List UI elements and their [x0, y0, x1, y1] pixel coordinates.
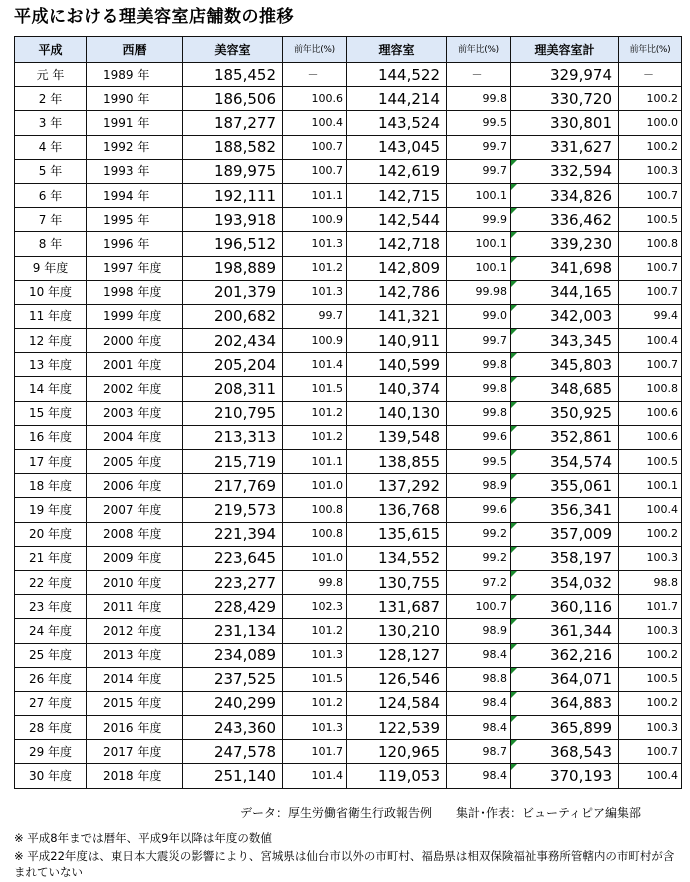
cell-barber-ratio: 99.8 [447, 377, 511, 401]
cell-beauty-ratio: 101.5 [283, 377, 347, 401]
cell-barber-shop: 143,524 [347, 111, 447, 135]
table-row [15, 256, 682, 280]
cell-beauty-salon: 188,582 [183, 135, 283, 159]
cell-heisei: 10 年度 [15, 280, 87, 304]
cell-total: 357,009 [511, 522, 619, 546]
cell-barber-ratio: 98.9 [447, 619, 511, 643]
cell-beauty-salon: 240,299 [183, 691, 283, 715]
cell-seireki: 1990 年 [87, 87, 183, 111]
cell-beauty-ratio: 101.2 [283, 619, 347, 643]
cell-seireki: 2004 年度 [87, 425, 183, 449]
cell-beauty-salon: 187,277 [183, 111, 283, 135]
cell-beauty-ratio: 101.1 [283, 183, 347, 207]
cell-barber-ratio: 99.7 [447, 135, 511, 159]
cell-beauty-ratio: 101.4 [283, 764, 347, 788]
cell-beauty-salon: 193,918 [183, 208, 283, 232]
cell-beauty-salon: 208,311 [183, 377, 283, 401]
table-row [15, 740, 682, 764]
cell-heisei: 16 年度 [15, 425, 87, 449]
cell-seireki: 1992 年 [87, 135, 183, 159]
table-row [15, 570, 682, 594]
cell-barber-shop: 143,045 [347, 135, 447, 159]
cell-beauty-ratio: 101.0 [283, 546, 347, 570]
cell-total-ratio: 100.5 [619, 450, 682, 474]
cell-beauty-salon: 217,769 [183, 474, 283, 498]
cell-total-ratio: 100.7 [619, 353, 682, 377]
cell-seireki: 1999 年度 [87, 304, 183, 328]
cell-beauty-salon: 243,360 [183, 716, 283, 740]
cell-seireki: 2017 年度 [87, 740, 183, 764]
cell-seireki: 2002 年度 [87, 377, 183, 401]
cell-seireki: 2012 年度 [87, 619, 183, 643]
cell-seireki: 2016 年度 [87, 716, 183, 740]
cell-barber-shop: 144,522 [347, 63, 447, 87]
cell-total: 368,543 [511, 740, 619, 764]
cell-total-ratio: 100.7 [619, 280, 682, 304]
cell-beauty-ratio: 100.4 [283, 111, 347, 135]
cell-heisei: 11 年度 [15, 304, 87, 328]
table-row [15, 498, 682, 522]
cell-beauty-ratio: 101.5 [283, 667, 347, 691]
cell-barber-shop: 128,127 [347, 643, 447, 667]
cell-beauty-salon: 223,277 [183, 570, 283, 594]
cell-beauty-ratio: 99.7 [283, 304, 347, 328]
cell-heisei: 20 年度 [15, 522, 87, 546]
cell-seireki: 2005 年度 [87, 450, 183, 474]
cell-beauty-salon: 201,379 [183, 280, 283, 304]
cell-seireki: 1995 年 [87, 208, 183, 232]
table-row [15, 425, 682, 449]
table-row [15, 135, 682, 159]
cell-total-ratio: 100.4 [619, 329, 682, 353]
cell-barber-shop: 142,718 [347, 232, 447, 256]
cell-barber-ratio: 98.9 [447, 474, 511, 498]
cell-beauty-ratio: 100.8 [283, 522, 347, 546]
cell-barber-ratio: 99.8 [447, 87, 511, 111]
cell-beauty-ratio: 101.3 [283, 232, 347, 256]
footnote-2: ※ 平成22年度は、東日本大震災の影響により、宮城県は仙台市以外の市町村、福島県は相双保険福祉事務所管轄内の市町村が含まれていない [14, 849, 675, 879]
table-row [15, 450, 682, 474]
table-row [15, 595, 682, 619]
col-header-beauty-ratio: 前年比(%) [283, 37, 347, 63]
table-row [15, 401, 682, 425]
cell-beauty-ratio: 101.2 [283, 425, 347, 449]
cell-seireki: 2013 年度 [87, 643, 183, 667]
cell-barber-shop: 138,855 [347, 450, 447, 474]
cell-heisei: 17 年度 [15, 450, 87, 474]
cell-barber-shop: 122,539 [347, 716, 447, 740]
cell-barber-ratio: 99.2 [447, 546, 511, 570]
cell-total: 341,698 [511, 256, 619, 280]
cell-barber-ratio: 99.7 [447, 159, 511, 183]
cell-barber-ratio: 98.4 [447, 716, 511, 740]
cell-beauty-salon: 251,140 [183, 764, 283, 788]
table-row [15, 304, 682, 328]
cell-barber-shop: 131,687 [347, 595, 447, 619]
table-row [15, 377, 682, 401]
cell-beauty-salon: 223,645 [183, 546, 283, 570]
cell-barber-shop: 126,546 [347, 667, 447, 691]
cell-total-ratio: 100.2 [619, 691, 682, 715]
cell-total-ratio: － [619, 63, 682, 87]
cell-total: 364,071 [511, 667, 619, 691]
cell-barber-shop: 130,210 [347, 619, 447, 643]
cell-heisei: 19 年度 [15, 498, 87, 522]
cell-heisei: 22 年度 [15, 570, 87, 594]
cell-barber-shop: 140,374 [347, 377, 447, 401]
cell-barber-ratio: 99.6 [447, 425, 511, 449]
cell-beauty-ratio: 101.3 [283, 716, 347, 740]
cell-barber-ratio: 99.7 [447, 329, 511, 353]
cell-heisei: 2 年 [15, 87, 87, 111]
cell-barber-ratio: 100.1 [447, 256, 511, 280]
cell-total: 342,003 [511, 304, 619, 328]
cell-beauty-ratio: 101.4 [283, 353, 347, 377]
cell-total-ratio: 100.3 [619, 546, 682, 570]
cell-seireki: 2009 年度 [87, 546, 183, 570]
col-header-barber-ratio: 前年比(%) [447, 37, 511, 63]
cell-total: 329,974 [511, 63, 619, 87]
cell-seireki: 2010 年度 [87, 570, 183, 594]
col-header-beauty-salon: 美容室 [183, 37, 283, 63]
cell-heisei: 21 年度 [15, 546, 87, 570]
cell-total-ratio: 100.5 [619, 208, 682, 232]
cell-beauty-ratio: 100.7 [283, 135, 347, 159]
cell-barber-ratio: 98.4 [447, 764, 511, 788]
cell-total: 354,574 [511, 450, 619, 474]
table-row [15, 183, 682, 207]
cell-total-ratio: 100.4 [619, 764, 682, 788]
cell-barber-ratio: 99.8 [447, 401, 511, 425]
cell-beauty-salon: 231,134 [183, 619, 283, 643]
cell-barber-ratio: 99.8 [447, 353, 511, 377]
store-count-table [14, 36, 682, 789]
cell-total: 339,230 [511, 232, 619, 256]
cell-barber-shop: 142,619 [347, 159, 447, 183]
table-row [15, 667, 682, 691]
cell-seireki: 1991 年 [87, 111, 183, 135]
cell-barber-ratio: 99.0 [447, 304, 511, 328]
cell-total-ratio: 100.1 [619, 474, 682, 498]
cell-barber-shop: 124,584 [347, 691, 447, 715]
table-row [15, 474, 682, 498]
table-row [15, 208, 682, 232]
cell-barber-shop: 139,548 [347, 425, 447, 449]
cell-seireki: 2018 年度 [87, 764, 183, 788]
table-header-row [15, 37, 682, 63]
cell-heisei: 13 年度 [15, 353, 87, 377]
cell-seireki: 1996 年 [87, 232, 183, 256]
cell-beauty-ratio: 100.8 [283, 498, 347, 522]
cell-barber-shop: 137,292 [347, 474, 447, 498]
cell-total-ratio: 100.7 [619, 183, 682, 207]
cell-barber-shop: 144,214 [347, 87, 447, 111]
col-header-total: 理美容室計 [511, 37, 619, 63]
cell-seireki: 2007 年度 [87, 498, 183, 522]
cell-barber-ratio: 98.7 [447, 740, 511, 764]
cell-heisei: 28 年度 [15, 716, 87, 740]
cell-beauty-ratio: 102.3 [283, 595, 347, 619]
cell-total: 370,193 [511, 764, 619, 788]
cell-barber-ratio: 100.1 [447, 232, 511, 256]
cell-beauty-salon: 185,452 [183, 63, 283, 87]
cell-seireki: 1993 年 [87, 159, 183, 183]
cell-beauty-salon: 196,512 [183, 232, 283, 256]
table-row [15, 280, 682, 304]
table-row [15, 111, 682, 135]
cell-barber-shop: 130,755 [347, 570, 447, 594]
cell-total-ratio: 100.7 [619, 740, 682, 764]
cell-seireki: 2014 年度 [87, 667, 183, 691]
cell-total: 331,627 [511, 135, 619, 159]
cell-beauty-salon: 237,525 [183, 667, 283, 691]
cell-total-ratio: 100.5 [619, 667, 682, 691]
data-source: データ：厚生労働省衛生行政報告例 集計･作表：ビューティピア編集部 [240, 806, 642, 820]
cell-total-ratio: 101.7 [619, 595, 682, 619]
cell-barber-shop: 135,615 [347, 522, 447, 546]
cell-total: 344,165 [511, 280, 619, 304]
cell-beauty-salon: 228,429 [183, 595, 283, 619]
cell-total-ratio: 98.8 [619, 570, 682, 594]
cell-total: 350,925 [511, 401, 619, 425]
cell-beauty-salon: 234,089 [183, 643, 283, 667]
cell-barber-shop: 142,786 [347, 280, 447, 304]
cell-heisei: 8 年 [15, 232, 87, 256]
cell-beauty-ratio: 101.1 [283, 450, 347, 474]
cell-total: 361,344 [511, 619, 619, 643]
cell-barber-shop: 142,809 [347, 256, 447, 280]
cell-barber-shop: 120,965 [347, 740, 447, 764]
cell-total: 358,197 [511, 546, 619, 570]
cell-heisei: 26 年度 [15, 667, 87, 691]
cell-beauty-salon: 198,889 [183, 256, 283, 280]
cell-heisei: 30 年度 [15, 764, 87, 788]
cell-heisei: 14 年度 [15, 377, 87, 401]
cell-total: 356,341 [511, 498, 619, 522]
table-row [15, 63, 682, 87]
cell-beauty-ratio: 100.7 [283, 159, 347, 183]
table-row [15, 232, 682, 256]
cell-barber-ratio: 100.7 [447, 595, 511, 619]
cell-barber-ratio: － [447, 63, 511, 87]
cell-beauty-salon: 221,394 [183, 522, 283, 546]
cell-heisei: 3 年 [15, 111, 87, 135]
cell-total: 362,216 [511, 643, 619, 667]
cell-total-ratio: 100.7 [619, 256, 682, 280]
cell-total: 336,462 [511, 208, 619, 232]
cell-barber-shop: 141,321 [347, 304, 447, 328]
cell-barber-shop: 140,599 [347, 353, 447, 377]
col-header-seireki: 西暦 [87, 37, 183, 63]
cell-barber-ratio: 98.4 [447, 691, 511, 715]
cell-seireki: 2000 年度 [87, 329, 183, 353]
cell-barber-ratio: 100.1 [447, 183, 511, 207]
cell-beauty-salon: 247,578 [183, 740, 283, 764]
cell-beauty-ratio: 100.9 [283, 329, 347, 353]
cell-heisei: 元 年 [15, 63, 87, 87]
table-row [15, 522, 682, 546]
table-row [15, 87, 682, 111]
cell-beauty-ratio: 101.0 [283, 474, 347, 498]
cell-seireki: 1989 年 [87, 63, 183, 87]
cell-beauty-salon: 200,682 [183, 304, 283, 328]
cell-heisei: 18 年度 [15, 474, 87, 498]
cell-seireki: 1994 年 [87, 183, 183, 207]
cell-total-ratio: 100.0 [619, 111, 682, 135]
cell-total-ratio: 100.4 [619, 498, 682, 522]
cell-total: 330,720 [511, 87, 619, 111]
cell-heisei: 5 年 [15, 159, 87, 183]
cell-total: 332,594 [511, 159, 619, 183]
cell-total: 365,899 [511, 716, 619, 740]
cell-barber-shop: 134,552 [347, 546, 447, 570]
cell-barber-ratio: 97.2 [447, 570, 511, 594]
cell-seireki: 2015 年度 [87, 691, 183, 715]
table-row [15, 546, 682, 570]
cell-beauty-salon: 210,795 [183, 401, 283, 425]
cell-seireki: 1997 年度 [87, 256, 183, 280]
cell-total-ratio: 100.2 [619, 522, 682, 546]
cell-heisei: 27 年度 [15, 691, 87, 715]
cell-beauty-salon: 215,719 [183, 450, 283, 474]
cell-barber-shop: 142,544 [347, 208, 447, 232]
cell-total-ratio: 100.3 [619, 716, 682, 740]
cell-total-ratio: 100.2 [619, 135, 682, 159]
cell-total: 364,883 [511, 691, 619, 715]
cell-beauty-salon: 213,313 [183, 425, 283, 449]
cell-total-ratio: 100.3 [619, 159, 682, 183]
cell-heisei: 9 年度 [15, 256, 87, 280]
cell-beauty-salon: 205,204 [183, 353, 283, 377]
cell-beauty-ratio: 101.2 [283, 401, 347, 425]
cell-beauty-ratio: 100.6 [283, 87, 347, 111]
table-row [15, 764, 682, 788]
cell-barber-ratio: 99.2 [447, 522, 511, 546]
cell-total: 345,803 [511, 353, 619, 377]
cell-barber-ratio: 99.6 [447, 498, 511, 522]
cell-total: 352,861 [511, 425, 619, 449]
cell-heisei: 4 年 [15, 135, 87, 159]
cell-total: 330,801 [511, 111, 619, 135]
cell-total: 354,032 [511, 570, 619, 594]
cell-total-ratio: 99.4 [619, 304, 682, 328]
table-row [15, 329, 682, 353]
cell-barber-shop: 140,130 [347, 401, 447, 425]
cell-barber-ratio: 98.8 [447, 667, 511, 691]
cell-heisei: 7 年 [15, 208, 87, 232]
cell-total-ratio: 100.8 [619, 377, 682, 401]
cell-total: 334,826 [511, 183, 619, 207]
cell-total-ratio: 100.8 [619, 232, 682, 256]
cell-heisei: 12 年度 [15, 329, 87, 353]
cell-seireki: 1998 年度 [87, 280, 183, 304]
cell-barber-ratio: 99.5 [447, 111, 511, 135]
cell-total-ratio: 100.2 [619, 87, 682, 111]
cell-total-ratio: 100.3 [619, 619, 682, 643]
cell-seireki: 2008 年度 [87, 522, 183, 546]
cell-beauty-ratio: － [283, 63, 347, 87]
cell-barber-ratio: 99.98 [447, 280, 511, 304]
cell-beauty-ratio: 101.3 [283, 643, 347, 667]
cell-seireki: 2003 年度 [87, 401, 183, 425]
cell-beauty-salon: 202,434 [183, 329, 283, 353]
cell-heisei: 29 年度 [15, 740, 87, 764]
cell-total: 360,116 [511, 595, 619, 619]
table-row [15, 643, 682, 667]
cell-beauty-ratio: 101.2 [283, 691, 347, 715]
col-header-barber-shop: 理容室 [347, 37, 447, 63]
table-row [15, 619, 682, 643]
cell-total: 348,685 [511, 377, 619, 401]
cell-beauty-ratio: 100.9 [283, 208, 347, 232]
table-row [15, 691, 682, 715]
page-title: 平成における理美容室店舗数の推移 [14, 7, 294, 27]
cell-beauty-ratio: 101.3 [283, 280, 347, 304]
table-row [15, 353, 682, 377]
cell-barber-ratio: 98.4 [447, 643, 511, 667]
cell-barber-shop: 136,768 [347, 498, 447, 522]
cell-heisei: 25 年度 [15, 643, 87, 667]
table-row [15, 716, 682, 740]
cell-barber-shop: 140,911 [347, 329, 447, 353]
cell-beauty-salon: 189,975 [183, 159, 283, 183]
cell-beauty-ratio: 99.8 [283, 570, 347, 594]
cell-heisei: 24 年度 [15, 619, 87, 643]
col-header-heisei: 平成 [15, 37, 87, 63]
cell-barber-shop: 142,715 [347, 183, 447, 207]
cell-heisei: 15 年度 [15, 401, 87, 425]
footnote-1: ※ 平成8年までは暦年、平成9年以降は年度の数値 [14, 831, 272, 845]
cell-total: 343,345 [511, 329, 619, 353]
cell-beauty-salon: 219,573 [183, 498, 283, 522]
cell-seireki: 2011 年度 [87, 595, 183, 619]
cell-total-ratio: 100.6 [619, 425, 682, 449]
col-header-total-ratio: 前年比(%) [619, 37, 682, 63]
cell-total: 355,061 [511, 474, 619, 498]
cell-seireki: 2006 年度 [87, 474, 183, 498]
cell-heisei: 6 年 [15, 183, 87, 207]
cell-barber-ratio: 99.9 [447, 208, 511, 232]
cell-seireki: 2001 年度 [87, 353, 183, 377]
cell-beauty-salon: 186,506 [183, 87, 283, 111]
cell-barber-shop: 119,053 [347, 764, 447, 788]
cell-barber-ratio: 99.5 [447, 450, 511, 474]
table-row [15, 159, 682, 183]
cell-total-ratio: 100.2 [619, 643, 682, 667]
cell-beauty-ratio: 101.2 [283, 256, 347, 280]
cell-beauty-ratio: 101.7 [283, 740, 347, 764]
cell-total-ratio: 100.6 [619, 401, 682, 425]
cell-heisei: 23 年度 [15, 595, 87, 619]
cell-beauty-salon: 192,111 [183, 183, 283, 207]
